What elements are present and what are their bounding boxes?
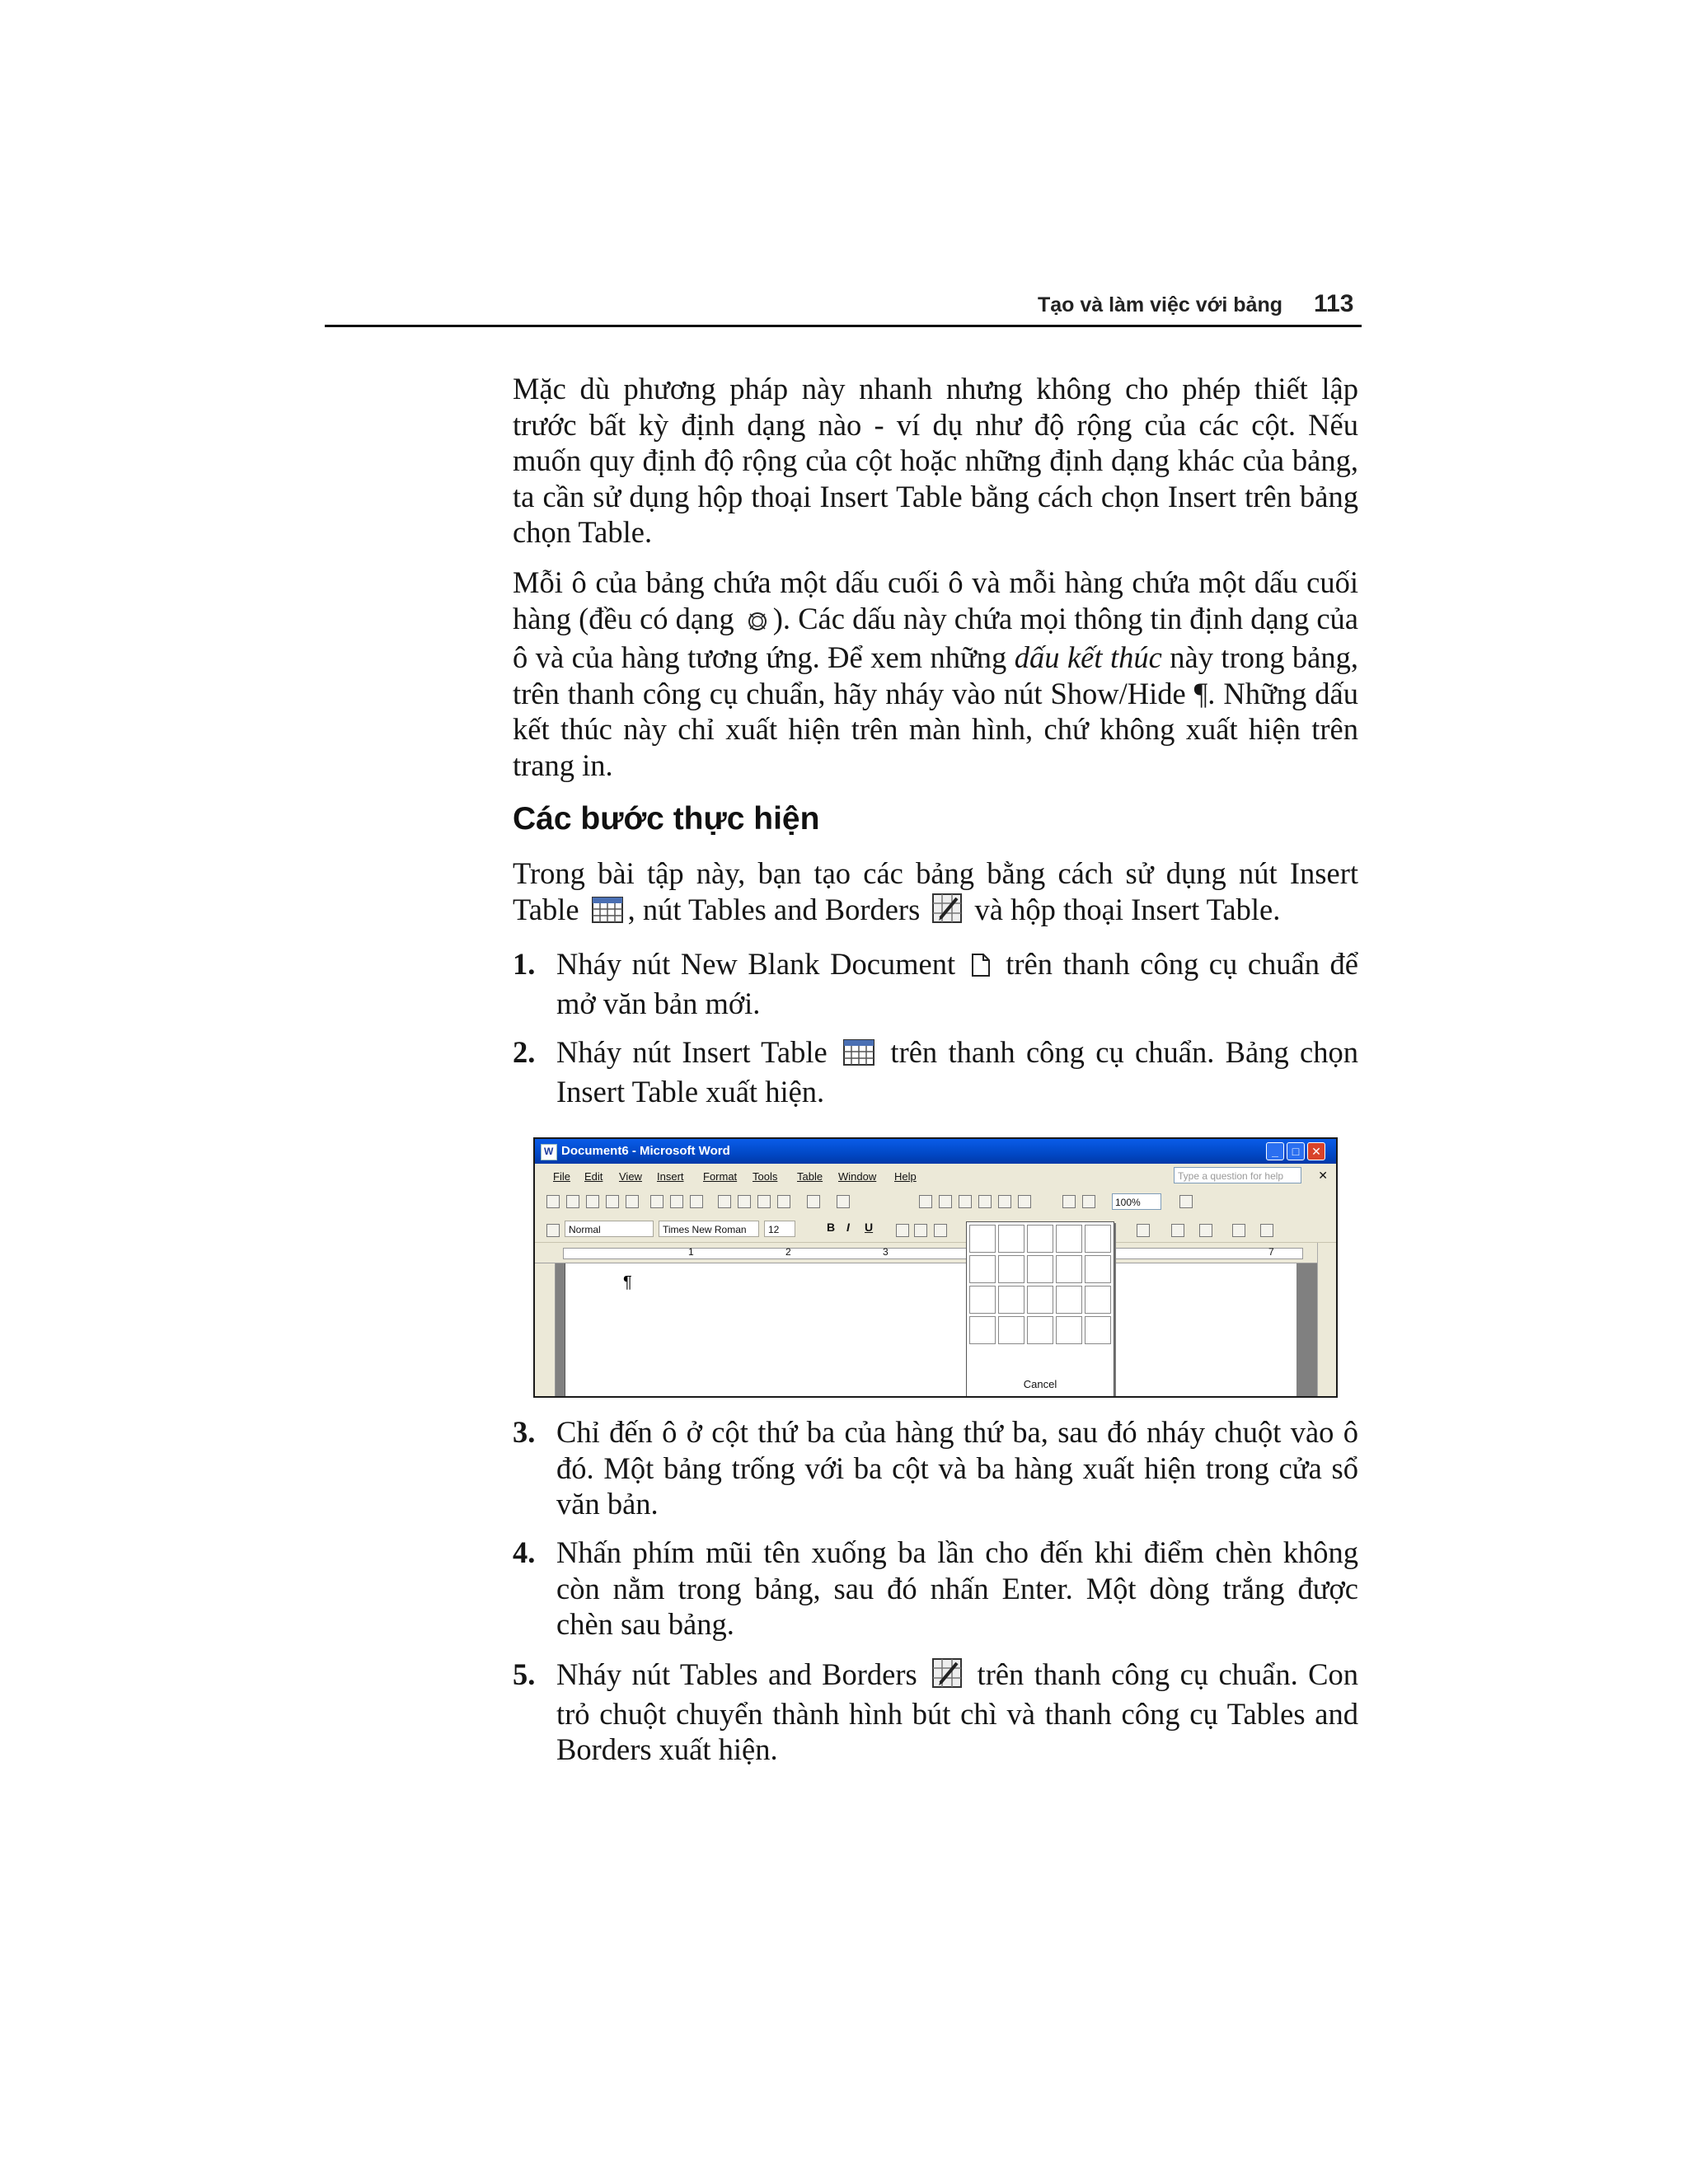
grid-cell[interactable] (1085, 1255, 1111, 1283)
grid-cell[interactable] (1056, 1255, 1082, 1283)
grid-cell[interactable] (1027, 1286, 1053, 1314)
step-5: 5. Nháy nút Tables and Borders trên thanh công cụ chuẩn. Con trỏ chuột chuyển thành hình bút chì và thanh công cụ Tables and Borders xuất hiện. (513, 1657, 1359, 1766)
menu-view[interactable]: View (619, 1170, 642, 1183)
menu-table[interactable]: Table (797, 1170, 823, 1183)
zoom-select[interactable]: 100% (1112, 1193, 1161, 1210)
grid-cell[interactable] (1056, 1286, 1082, 1314)
spelling-icon[interactable] (690, 1195, 703, 1208)
undo-icon[interactable] (807, 1195, 820, 1208)
new-document-icon (971, 949, 991, 986)
new-icon[interactable] (546, 1195, 560, 1208)
grid-cell[interactable] (1027, 1225, 1053, 1253)
insert-table-toolbar-icon[interactable] (959, 1195, 972, 1208)
menu-edit[interactable]: Edit (584, 1170, 603, 1183)
grid-cell[interactable] (969, 1255, 996, 1283)
align-right-icon[interactable] (934, 1224, 947, 1237)
menu-file[interactable]: File (553, 1170, 570, 1183)
grid-cell[interactable] (1085, 1225, 1111, 1253)
bold-button[interactable]: B (827, 1221, 836, 1234)
menu-window[interactable]: Window (838, 1170, 877, 1183)
close-document-icon[interactable]: ✕ (1318, 1169, 1328, 1182)
help-search-input[interactable]: Type a question for help (1174, 1167, 1301, 1183)
paragraph-2: Mỗi ô của bảng chứa một dấu cuối ô và mỗi hàng chứa một dấu cuối hàng (đều có dạng ). Các dấu này chứa mọi thông tin định dạng của ô và của hàng tương ứng. Để xem những dấu kết thúc này trong bảng, trên thanh công cụ chuẩn, hãy nháy vào nút Show/Hide ¶. Những dấu kết thúc này chỉ xuất hiện trên màn hình, chứ không xuất hiện trên trang in. (513, 565, 1359, 782)
horizontal-ruler (535, 1243, 1336, 1263)
tables-and-borders-icon (932, 1658, 962, 1696)
running-head: Tạo và làm việc với bảng (1037, 293, 1282, 316)
grid-cell[interactable] (998, 1286, 1025, 1314)
maximize-button[interactable]: □ (1287, 1142, 1305, 1160)
menu-insert[interactable]: Insert (657, 1170, 684, 1183)
standard-toolbar (535, 1188, 1336, 1215)
tables-borders-toolbar-icon[interactable] (939, 1195, 952, 1208)
format-painter-icon[interactable] (777, 1195, 790, 1208)
style-select[interactable]: Normal (565, 1221, 654, 1237)
close-button[interactable]: ✕ (1307, 1142, 1325, 1160)
grid-cell[interactable] (1056, 1316, 1082, 1344)
columns-icon[interactable] (998, 1195, 1011, 1208)
step-4: 4. Nhấn phím mũi tên xuống ba lần cho đến khi điểm chèn không còn nằm trong bảng, sau đó nhấn Enter. Một dòng trắng được chèn sau bảng. (513, 1535, 1358, 1641)
insert-frame-icon[interactable] (1232, 1224, 1245, 1237)
font-color-icon[interactable] (1199, 1224, 1212, 1237)
redo-icon[interactable] (837, 1195, 850, 1208)
styles-icon[interactable] (546, 1224, 560, 1237)
word-screenshot (533, 1137, 1338, 1398)
grid-cell[interactable] (1027, 1255, 1053, 1283)
ruler-mark: 1 (688, 1246, 694, 1258)
vertical-ruler (535, 1263, 556, 1396)
drawing-icon[interactable] (1018, 1195, 1031, 1208)
grid-cell[interactable] (1085, 1286, 1111, 1314)
insert-table-grid[interactable] (966, 1221, 1114, 1398)
paste-icon[interactable] (757, 1195, 771, 1208)
menu-tools[interactable]: Tools (753, 1170, 778, 1183)
font-select[interactable]: Times New Roman (659, 1221, 759, 1237)
highlight-icon[interactable] (1171, 1224, 1184, 1237)
grid-cell[interactable] (969, 1225, 996, 1253)
insert-table-icon (592, 895, 623, 931)
header-rule (325, 325, 1362, 327)
step-1: 1. Nháy nút New Blank Document trên thanh công cụ chuẩn để mở văn bản mới. (513, 947, 1358, 1020)
insert-table-icon (843, 1038, 874, 1074)
italic-button[interactable]: I (846, 1221, 850, 1234)
ruler-mark: 3 (883, 1246, 889, 1258)
step-3: 3. Chỉ đến ô ở cột thứ ba của hàng thứ ba, sau đó nháy chuột vào ô đó. Một bảng trống với ba cột và ba hàng xuất hiện trong cửa sổ văn bản. (513, 1415, 1358, 1521)
ruler-mark: 2 (785, 1246, 791, 1258)
align-left-icon[interactable] (896, 1224, 909, 1237)
print-icon[interactable] (650, 1195, 663, 1208)
grid-cell[interactable] (1027, 1316, 1053, 1344)
end-mark-icon (747, 604, 768, 640)
permission-icon[interactable] (606, 1195, 619, 1208)
menu-format[interactable]: Format (703, 1170, 738, 1183)
underline-button[interactable]: U (865, 1221, 874, 1234)
grid-cancel-button[interactable]: Cancel (1023, 1378, 1057, 1390)
window-title: Document6 - Microsoft Word (561, 1144, 730, 1158)
hyperlink-icon[interactable] (919, 1195, 932, 1208)
word-app-icon (541, 1144, 557, 1160)
copy-icon[interactable] (738, 1195, 751, 1208)
insert-excel-icon[interactable] (978, 1195, 992, 1208)
vertical-scrollbar[interactable] (1317, 1243, 1336, 1396)
grid-cell[interactable] (998, 1255, 1025, 1283)
show-hide-icon[interactable] (1082, 1195, 1095, 1208)
align-center-icon[interactable] (914, 1224, 927, 1237)
cut-icon[interactable] (718, 1195, 731, 1208)
insertion-point: ¶ (623, 1273, 632, 1291)
grid-cell[interactable] (1056, 1225, 1082, 1253)
borders-icon[interactable] (1137, 1224, 1150, 1237)
title-bar (535, 1139, 1336, 1164)
document-map-icon[interactable] (1062, 1195, 1076, 1208)
email-icon[interactable] (626, 1195, 639, 1208)
font-size-select[interactable]: 12 (764, 1221, 795, 1237)
grid-cell[interactable] (998, 1225, 1025, 1253)
save-icon[interactable] (586, 1195, 599, 1208)
page-number: 113 (1314, 290, 1354, 317)
step-2: 2. Nháy nút Insert Table trên thanh công cụ chuẩn. Bảng chọn Insert Table xuất hiện. (513, 1035, 1359, 1108)
minimize-button[interactable]: _ (1266, 1142, 1284, 1160)
ruler-mark: 7 (1268, 1246, 1274, 1258)
grid-cell[interactable] (969, 1286, 996, 1314)
grid-cell[interactable] (998, 1316, 1025, 1344)
grid-cell[interactable] (969, 1316, 996, 1344)
tables-and-borders-icon (932, 893, 962, 931)
insert-picture-icon[interactable] (1260, 1224, 1273, 1237)
section-heading: Các bước thực hiện (513, 801, 820, 837)
menu-help[interactable]: Help (894, 1170, 917, 1183)
grid-cell[interactable] (1085, 1316, 1111, 1344)
open-icon[interactable] (566, 1195, 579, 1208)
paragraph-1: Mặc dù phương pháp này nhanh nhưng không cho phép thiết lập trước bất kỳ định dạng nào - ví dụ như độ rộng của các cột. Nếu muốn quy định độ rộng của cột hoặc những định dạng khác của bảng, ta cần sử dụng hộp thoại Insert Table bằng cách chọn Insert trên bảng chọn Table. (513, 372, 1358, 549)
paragraph-3: Trong bài tập này, bạn tạo các bảng bằng cách sử dụng nút Insert Table , nút Tables and Borders và hộp thoại Insert Table. (513, 855, 1358, 930)
help-icon[interactable] (1179, 1195, 1193, 1208)
document-area (535, 1263, 1336, 1396)
document-page[interactable] (565, 1263, 1296, 1396)
print-preview-icon[interactable] (670, 1195, 683, 1208)
